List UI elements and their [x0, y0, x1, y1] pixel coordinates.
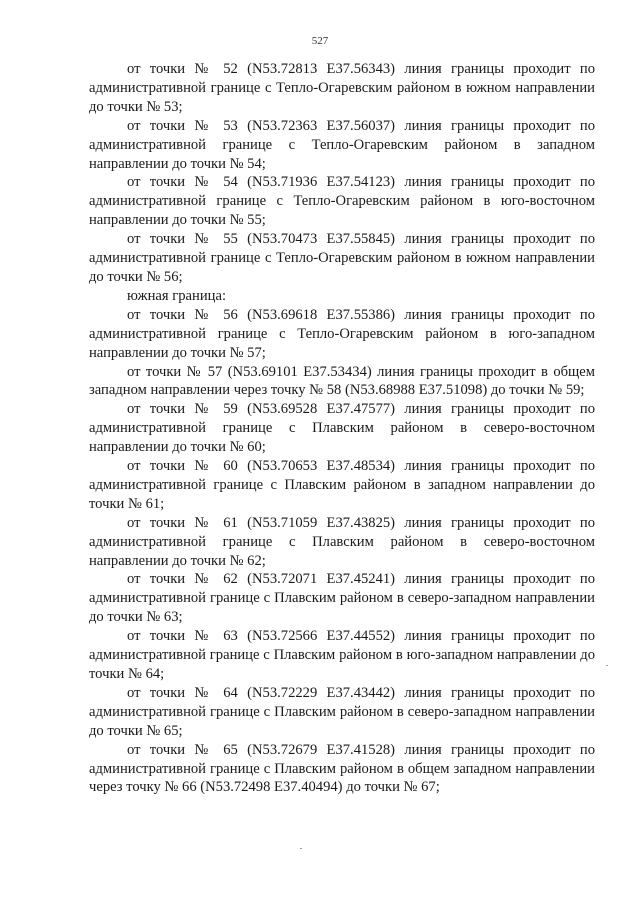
paragraph-point-65: от точки № 65 (N53.72679 E37.41528) линия границы проходит по административной границе с Плавским районом в общем западном направлении через точку № 66 (N53.72498 E37.40494) до точки № 67;: [89, 741, 595, 796]
paragraph-point-63: от точки № 63 (N53.72566 E37.44552) линия границы проходит по административной границе с Плавским районом в юго-западном направлении до точки № 64;: [89, 628, 595, 682]
section-heading-south-border: южная граница:: [127, 287, 226, 304]
paragraph-point-64: от точки № 64 (N53.72229 E37.43442) линия границы проходит по административной границе с Плавским районом в северо-западном направлении до точки № 65;: [89, 684, 595, 739]
document-body: [89, 60, 595, 797]
scan-speck: [300, 848, 302, 849]
paragraph-point-61: от точки № 61 (N53.71059 E37.43825) линия границы проходит по административной границе с Плавским районом в северо-восточном направлении до точки № 62;: [89, 514, 595, 569]
scan-speck: [606, 665, 608, 666]
paragraph-point-52: от точки № 52 (N53.72813 E37.56343) линия границы проходит по административной границе с Тепло-Огаревским районом в южном направлении до точки № 53;: [89, 61, 595, 115]
paragraph-point-60: от точки № 60 (N53.70653 E37.48534) линия границы проходит по административной границе с Плавским районом в западном направлении до точки № 61;: [89, 458, 595, 512]
paragraph-point-53: от точки № 53 (N53.72363 E37.56037) линия границы проходит по административной границе с Тепло-Огаревским районом в западном направлении до точки № 54;: [89, 117, 595, 172]
paragraph-point-55: от точки № 55 (N53.70473 E37.55845) линия границы проходит по административной границе с Тепло-Огаревским районом в южном направлении до точки № 56;: [89, 231, 595, 285]
page-number: 527: [311, 35, 329, 47]
paragraph-point-56: от точки № 56 (N53.69618 E37.55386) линия границы проходит по административной границе с Тепло-Огаревским районом в юго-западном направлении до точки № 57;: [89, 306, 595, 361]
paragraph-point-54: от точки № 54 (N53.71936 E37.54123) линия границы проходит по административной границе с Тепло-Огаревским районом в юго-восточном направлении до точки № 55;: [89, 174, 595, 229]
paragraph-point-62: от точки № 62 (N53.72071 E37.45241) линия границы проходит по административной границе с Плавским районом в северо-западном направлении до точки № 63;: [89, 571, 595, 626]
paragraph-point-59: от точки № 59 (N53.69528 E37.47577) линия границы проходит по административной границе с Плавским районом в северо-восточном направлении до точки № 60;: [89, 401, 595, 456]
paragraph-point-57: от точки № 57 (N53.69101 E37.53434) линия границы проходит в общем западном направлении через точку № 58 (N53.68988 E37.51098) до точки № 59;: [89, 363, 595, 399]
